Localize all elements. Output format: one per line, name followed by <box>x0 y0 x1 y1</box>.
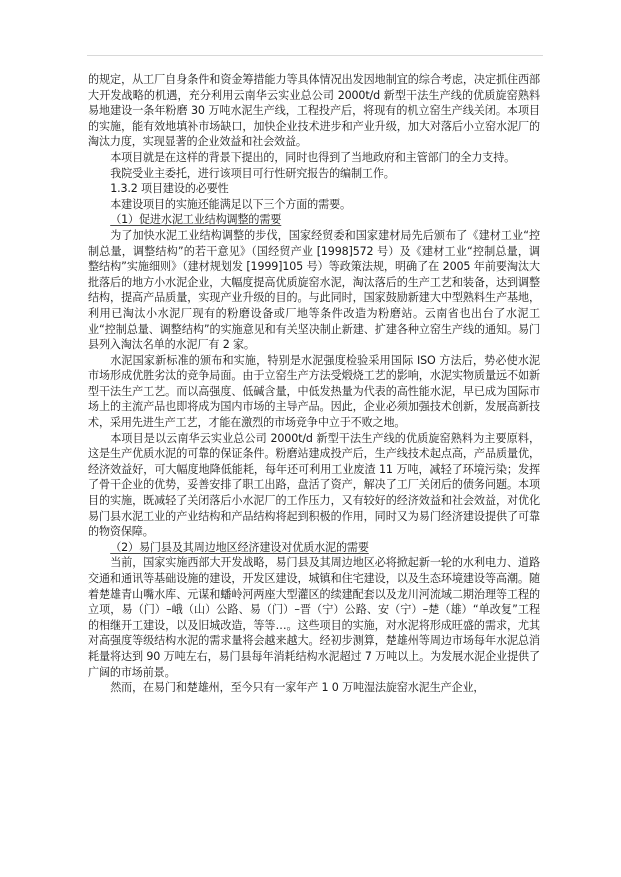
subheading-structure-adjustment: （1）促进水泥工业结构调整的需要 <box>110 213 282 227</box>
header-rule <box>87 55 543 56</box>
document-body <box>88 72 540 696</box>
paragraph-background: 本项目就是在这样的背景下提出的，同时也得到了当地政府和主管部门的全力支持。 <box>110 150 516 164</box>
paragraph-existing-capacity: 然而，在易门和楚雄州，至今只有一家年产 1 0 万吨湿法旋窑水泥生产企业， <box>110 681 485 695</box>
paragraph-project-benefits: 本项目是以云南华云实业总公司 2000t/d 新型干法生产线的优质旋窑熟料为主要原料，这是生产优质水泥的可靠的保证条件。粉磨站建成投产后，生产线技术起点高，产品质量优，经济效益好，可大幅度地降低能耗，每年还可利用工业废渣 11 万吨，减轻了环境污染；发挥了骨干企业的优势，妥善安排了职工出路，盘活了资产，解决了工厂关闭后的债务问题。本项目的实施，既减轻了关闭落后小水泥厂的工作压力，又有较好的经济效益和社会效益，对优化易门县水泥工业的产业结构和产品结构将起到积极的作用，同时又为易门经济建设提供了可靠的物资保障。 <box>88 431 540 539</box>
paragraph-regional-development: 当前，国家实施西部大开发战略，易门县及其周边地区必将掀起新一轮的水利电力、道路交通和通讯等基础设施的建设，开发区建设，城镇和住宅建设，以及生态环境建设等高潮。随着楚雄青山嘴水库、元谋和蟠岭河两座大型灌区的续建配套以及龙川河流域二期治理等工程的立项，易（门）–峨（山）公路、易（门）–晋（宁）公路、安（宁）–楚（雄）“单改复”工程的相继开工建设，以及旧城改造，等等…。这些项目的实施，对水泥将形成旺盛的需求，尤其对高强度等级结构水泥的需求量将会越来越大。经初步测算，楚雄州等周边市场每年水泥总消耗量将达到 90 万吨左右，易门县每年消耗结构水泥超过 7 万吨以上。为发展水泥企业提供了广阔的市场前景。 <box>88 556 540 679</box>
paragraph-intro-continuation: 的规定，从工厂自身条件和资金筹措能力等具体情况出发因地制宜的综合考虑，决定抓住西部大开发战略的机遇，充分利用云南华云实业总公司 2000t/d 新型干法生产线的优质旋窑熟料易地建设一条年粉磨 30 万吨水泥生产线，工程投产后，将现有的机立窑生产线关闭。本项目的实施，能有效地填补市场缺口，加快企业技术进步和产业升级，加大对落后小立窑水泥厂的淘汰力度，实现显著的企业效益和社会效益。 <box>88 73 540 149</box>
paragraph-commission: 我院受业主委托，进行该项目可行性研究报告的编制工作。 <box>110 166 395 180</box>
section-heading-1-3-2: 1.3.2 项目建设的必要性 <box>110 182 229 196</box>
paragraph-standards: 水泥国家新标准的颁布和实施，特别是水泥强度检验采用国际 ISO 方法后，势必使水泥市场形成优胜劣汰的竞争局面。由于立窑生产方法受煅烧工艺的影响，水泥实物质量远不如新型干法生产工艺。而以高强度、低碱含量，中低发热量为代表的高性能水泥，早已成为国际市场上的主流产品也即将成为国内市场的主导产品。因此，企业必须加强技术创新，发展高新技术，采用先进生产工艺，才能在激烈的市场竞争中立于不败之地。 <box>88 353 540 430</box>
paragraph-needs-intro: 本建设项目的实施还能满足以下三个方面的需要。 <box>110 197 351 211</box>
subheading-regional-demand: （2）易门县及其周边地区经济建设对优质水泥的需要 <box>110 540 369 554</box>
paragraph-policy: 为了加快水泥工业结构调整的步伐，国家经贸委和国家建材局先后颁布了《建材工业“控制总量，调整结构”的若干意见》（国经贸产业 [1998]572 号）及《建材工业“控制总量，调整结构”实施细则》（建材规划发 [1999]105 号）等政策法规，明确了在 2005 年前要淘汰大批落后的地方小水泥企业，大幅度提高优质旋窑水泥，淘汰落后的生产工艺和装备，达到调整结构，提高产品质量，实现产业升级的目的。与此同时，国家鼓励新建大中型熟料生产基地，利用已淘汰小水泥厂现有的粉磨设备或厂地等条件改造为粉磨站。云南省也出台了水泥工业“控制总量、调整结构”的实施意见和有关坚决制止新建、扩建各种立窑生产线的通知。易门县列入淘汰名单的水泥厂有 2 家。 <box>88 228 540 352</box>
